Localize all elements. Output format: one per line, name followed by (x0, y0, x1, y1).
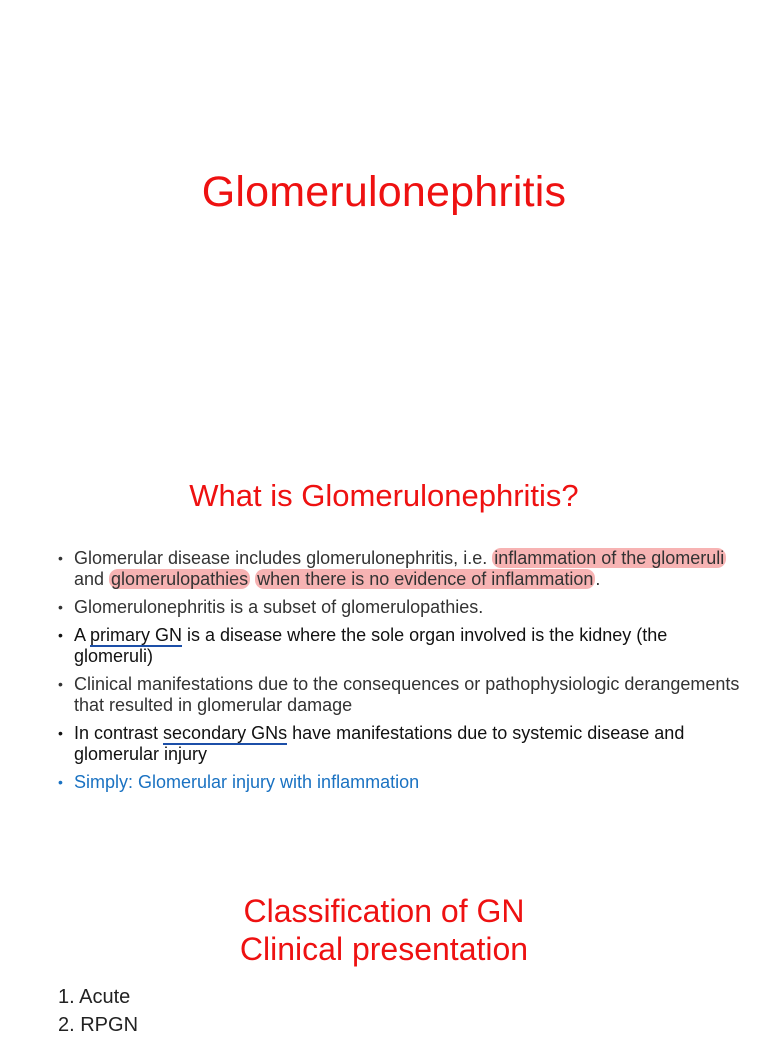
bullet-subset: • Glomerulonephritis is a subset of glomerulopathies. (58, 597, 748, 618)
bullet-text: is a disease where the sole organ involved is the kidney (the glomeruli) (74, 625, 668, 666)
bullet-text: In contrast (74, 723, 164, 743)
highlight-no-evidence: when there is no evidence of inflammation (257, 569, 594, 589)
underline-secondary-gns: secondary GNs (163, 723, 288, 743)
definition-bullets (58, 548, 748, 800)
list-item: 2. RPGN (58, 1014, 139, 1036)
underline-primary-gn: primary GN (90, 625, 183, 645)
bullet-simply: • Simply: Glomerular injury with inflammation (58, 772, 748, 793)
classification-list (58, 983, 138, 1039)
bullet-text: have manifestations due to systemic disease and glomerular injury (74, 723, 685, 764)
section-title-what-is: What is Glomerulonephritis? (189, 478, 579, 513)
bullet-primary-gn (58, 625, 748, 667)
page-title: Glomerulonephritis (201, 168, 567, 216)
section-title-classification (0, 892, 768, 968)
bullet-clinical-manifestations: • Clinical manifestations due to the consequences or pathophysiologic derangements that resulted in glomerular damage (58, 674, 748, 716)
highlight-glomerulopathies: glomerulopathies (111, 569, 249, 589)
bullet-text: and (74, 569, 110, 589)
bullet-secondary-gn (58, 723, 748, 765)
classification-title-line2: Clinical presentation (239, 931, 529, 967)
highlight-inflammation: inflammation of the glomeruli (494, 548, 725, 568)
bullet-text: . (595, 569, 601, 589)
bullet-text: Glomerular disease includes glomerulonephritis, i.e. (74, 548, 493, 568)
bullet-glomerular-disease (58, 548, 748, 590)
list-item: 1. Acute (58, 986, 131, 1008)
classification-title-line1: Classification of GN (243, 893, 525, 929)
bullet-text: A (74, 625, 91, 645)
